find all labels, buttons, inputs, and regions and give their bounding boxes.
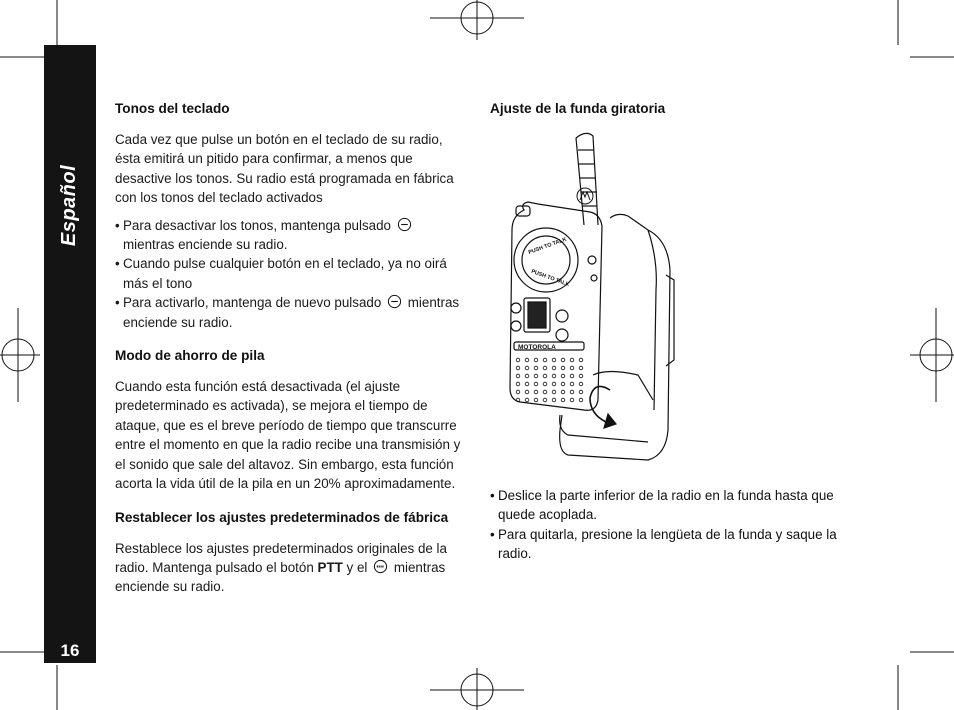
keypad-key bbox=[579, 366, 583, 370]
radio-label-top: PUSH TO TALK bbox=[527, 236, 568, 257]
keypad-key bbox=[579, 358, 583, 362]
keypad-key bbox=[570, 390, 574, 394]
keypad-key bbox=[570, 358, 574, 362]
keypad-key bbox=[543, 366, 547, 370]
keypad-key bbox=[534, 366, 538, 370]
bullet-no-tone: • Cuando pulse cualquier botón en el teclado, ya no oirá más el tono bbox=[115, 254, 465, 293]
factory-reset-post: mientras enciende su radio. bbox=[115, 559, 446, 595]
radio-label-bottom: PUSH TO TALK bbox=[530, 268, 571, 289]
keypad-key bbox=[534, 398, 538, 402]
keypad-key bbox=[552, 374, 556, 378]
keypad-key bbox=[561, 398, 565, 402]
keypad-key bbox=[543, 398, 547, 402]
keypad-key bbox=[516, 358, 520, 362]
radio-holster-illustration bbox=[498, 130, 678, 465]
bullet-enable-post: mientras enciende su radio. bbox=[123, 295, 460, 330]
keypad-key bbox=[552, 366, 556, 370]
keypad-key bbox=[579, 374, 583, 378]
keypad-tones-bullets bbox=[115, 216, 465, 332]
keypad-key bbox=[525, 382, 529, 386]
keypad-key bbox=[516, 374, 520, 378]
keypad-key bbox=[525, 398, 529, 402]
keypad-key bbox=[516, 382, 520, 386]
para-factory-reset bbox=[115, 539, 465, 597]
language-title bbox=[44, 145, 96, 265]
bullet-enable-tones bbox=[115, 293, 465, 332]
keypad-key bbox=[525, 374, 529, 378]
minus-circle-icon bbox=[387, 294, 402, 309]
keypad-key bbox=[525, 366, 529, 370]
keypad-key bbox=[570, 366, 574, 370]
keypad-key bbox=[579, 390, 583, 394]
keypad-key bbox=[552, 382, 556, 386]
keypad-key bbox=[570, 382, 574, 386]
section-factory-reset bbox=[115, 508, 465, 597]
radio-brand-text: MOTOROLA bbox=[518, 344, 556, 351]
keypad-key bbox=[543, 358, 547, 362]
keypad-key bbox=[534, 390, 538, 394]
keypad-key bbox=[534, 374, 538, 378]
keypad-key bbox=[561, 390, 565, 394]
para-keypad-tones: Cada vez que pulse un botón en el teclado de su radio, ésta emitirá un pitido para confirmar, a menos que desactive los tonos. Su radio está programada en fábrica con los tonos del teclado activados bbox=[115, 132, 454, 206]
keypad-key bbox=[543, 382, 547, 386]
language-title-text: Español bbox=[58, 164, 81, 246]
keypad-key bbox=[525, 358, 529, 362]
keypad-key bbox=[570, 398, 574, 402]
section-battery-saver bbox=[115, 346, 465, 493]
heading-battery-saver: Modo de ahorro de pila bbox=[115, 348, 265, 364]
bullet-disable-post: mientras enciende su radio. bbox=[123, 237, 288, 253]
heading-keypad-tones: Tonos del teclado bbox=[115, 101, 230, 116]
radio-keypad bbox=[516, 358, 583, 402]
left-column bbox=[115, 99, 465, 611]
keypad-key bbox=[543, 390, 547, 394]
keypad-key bbox=[552, 358, 556, 362]
keypad-key bbox=[534, 382, 538, 386]
keypad-key bbox=[525, 390, 529, 394]
keypad-key bbox=[561, 358, 565, 362]
keypad-key bbox=[516, 390, 520, 394]
bullet-disable-tones bbox=[115, 216, 465, 255]
keypad-key bbox=[561, 366, 565, 370]
keypad-key bbox=[579, 398, 583, 402]
menu-circle-icon bbox=[373, 559, 388, 574]
page-number: 16 bbox=[60, 641, 80, 660]
heading-swivel-holster: Ajuste de la funda giratoria bbox=[490, 101, 666, 116]
heading-factory-reset: Restablecer los ajustes predeterminados de fábrica bbox=[115, 509, 449, 525]
keypad-key bbox=[570, 374, 574, 378]
bullet-enable-pre: Para activarlo, mantenga de nuevo pulsado bbox=[123, 295, 382, 311]
bullet-remove-radio: • Para quitarla, presione la lengüeta de la funda y saque la radio. bbox=[490, 525, 845, 564]
bullet-insert-radio: • Deslice la parte inferior de la radio en la funda hasta que quede acoplada. bbox=[490, 486, 845, 525]
keypad-key bbox=[579, 382, 583, 386]
holster-bullets bbox=[490, 486, 845, 564]
factory-reset-connector: y el bbox=[346, 559, 368, 575]
keypad-key bbox=[561, 374, 565, 378]
right-column-header bbox=[490, 99, 845, 130]
section-keypad-tones bbox=[115, 99, 465, 332]
factory-reset-pre: Restablece los ajustes predeterminados originales de la radio. Mantenga pulsado el botón bbox=[115, 540, 447, 575]
keypad-key bbox=[552, 398, 556, 402]
keypad-key bbox=[561, 382, 565, 386]
keypad-key bbox=[516, 366, 520, 370]
bullet-disable-pre: Para desactivar los tonos, mantenga pulsado bbox=[123, 217, 391, 233]
para-battery-saver: Cuando esta función está desactivada (el ajuste predeterminado es activada), se mejora el tiempo de ataque, que es el breve período de tiempo que transcurre entre el momento en que la radio recibe una transmisión y el sonido que sale del altavoz. Sin embargo, esta función acorta la vida útil de la pila en un 20% aproximadamente. bbox=[115, 379, 461, 492]
language-side-tab bbox=[44, 45, 96, 663]
minus-circle-icon bbox=[397, 217, 412, 232]
keypad-key bbox=[552, 390, 556, 394]
keypad-key bbox=[534, 358, 538, 362]
keypad-key bbox=[543, 374, 547, 378]
ptt-label: PTT bbox=[317, 559, 343, 575]
